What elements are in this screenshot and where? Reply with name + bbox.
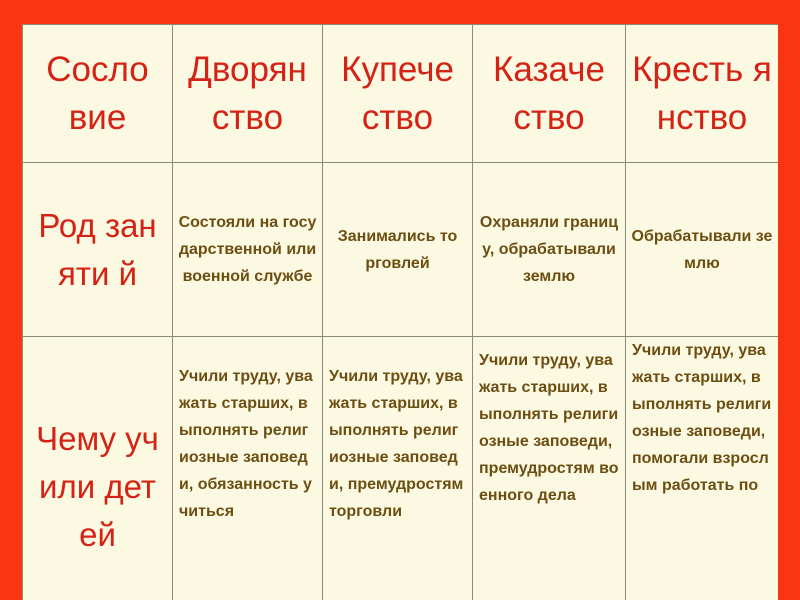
header-row [23, 25, 779, 163]
table-cell [323, 337, 473, 600]
cell-upbringing-cossacks: Учили труду, уважать старших, выполнять религиозные заповеди, премудростям военного дела [479, 352, 619, 504]
estates-table [22, 24, 778, 600]
header-cell-merchants [323, 25, 473, 163]
table-cell [323, 163, 473, 337]
cell-occupation-nobility: Состояли на государственной или военной службе [178, 214, 317, 285]
cell-occupation-peasants: Обрабатывали землю [631, 227, 773, 272]
row-label-cell [23, 163, 173, 337]
cell-occupation-merchants: Занимались торговлей [337, 227, 458, 272]
cell-upbringing-peasants: Учили труду, уважать старших, выполнять религиозные заповеди, помогали взрослым работать по [632, 342, 772, 494]
header-merchants: Купече ство [341, 49, 454, 137]
header-cossacks: Казаче ство [493, 49, 605, 137]
header-cell-estate [23, 25, 173, 163]
table-cell [626, 163, 779, 337]
row-label-upbringing: Чему учили детей [36, 420, 159, 553]
table-cell [173, 163, 323, 337]
table-cell [473, 337, 626, 600]
cell-occupation-cossacks: Охраняли границу, обрабатывали землю [479, 214, 619, 285]
table-cell [473, 163, 626, 337]
header-estate: Сосло вие [46, 49, 149, 137]
header-nobility: Дворян ство [188, 49, 307, 137]
header-cell-cossacks [473, 25, 626, 163]
header-cell-nobility [173, 25, 323, 163]
row-label-occupation: Род заняти й [38, 206, 157, 292]
table-row [23, 163, 779, 337]
slide [22, 24, 778, 600]
table-cell [626, 337, 779, 600]
row-label-cell [23, 337, 173, 600]
header-cell-peasants [626, 25, 779, 163]
cell-upbringing-nobility: Учили труду, уважать старших, выполнять религиозные заповеди, обязанность учиться [179, 368, 313, 520]
header-peasants: Кресть янство [632, 49, 772, 137]
table-row [23, 337, 779, 600]
table-cell [173, 337, 323, 600]
cell-upbringing-merchants: Учили труду, уважать старших, выполнять религиозные заповеди, премудростям торговли [329, 368, 464, 520]
